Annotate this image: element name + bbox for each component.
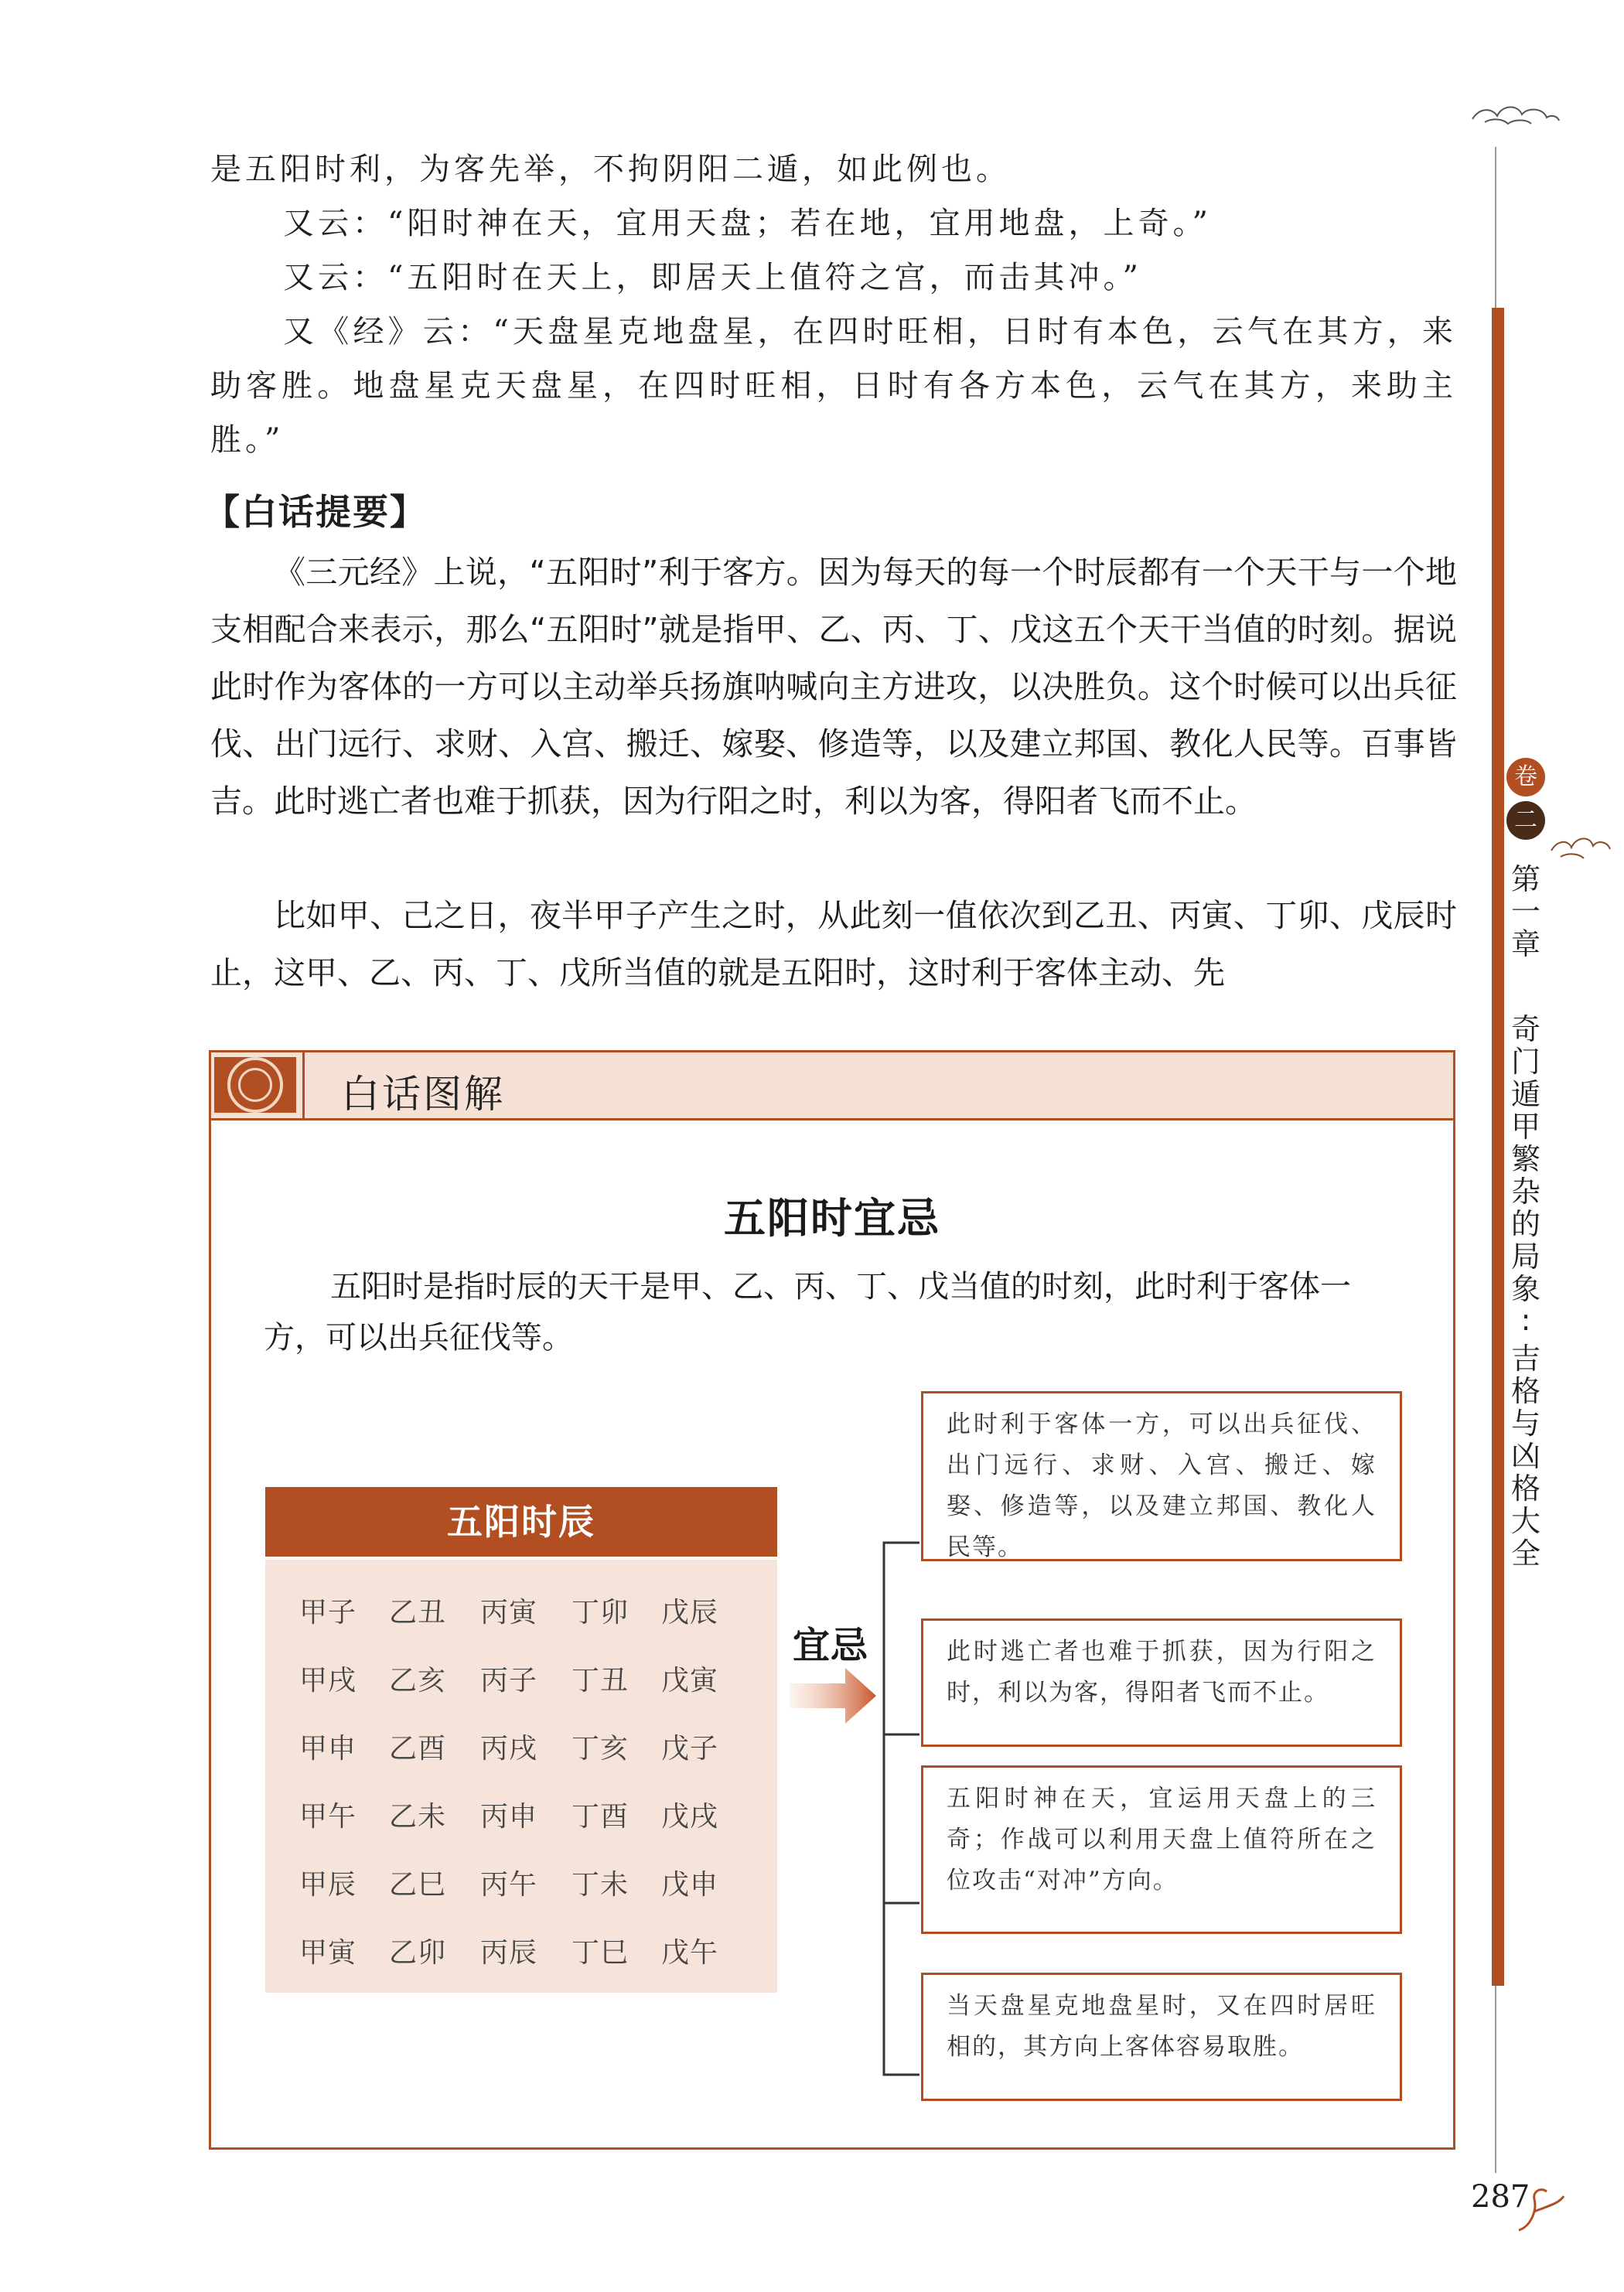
table-cell: 丙戌	[480, 1733, 538, 1765]
bracket-connector	[876, 1532, 923, 2174]
table-cell: 乙未	[389, 1801, 447, 1833]
table-cell: 乙酉	[389, 1733, 447, 1765]
table-cell: 甲戌	[299, 1665, 357, 1697]
yiji-label: 宜忌	[793, 1624, 869, 1667]
classical-line-2: 又云：“阳时神在天，宜用天盘；若在地，宜用地盘，上奇。”	[283, 206, 1212, 241]
dragon-medallion-icon	[214, 1057, 296, 1113]
figure-description: 五阳时是指时辰的天干是甲、乙、丙、丁、戊当值的时刻，此时利于客体一方，可以出兵征伐等。	[264, 1269, 1351, 1356]
figure-title: 五阳时宜忌	[724, 1194, 940, 1243]
table-cell: 甲申	[299, 1733, 357, 1765]
table-cell: 丙子	[480, 1665, 538, 1697]
illustration-box	[209, 1050, 1455, 2150]
volume-badge: 卷	[1506, 758, 1545, 796]
table-cell: 戊申	[661, 1869, 719, 1901]
table-cell: 甲辰	[299, 1869, 357, 1901]
table-cell: 乙亥	[389, 1665, 447, 1697]
hours-table	[265, 1560, 777, 1993]
cloud-ornament-icon	[1469, 99, 1562, 130]
table-cell: 戊辰	[661, 1597, 719, 1629]
table-cell: 丁丑	[571, 1665, 629, 1697]
table-cell: 丙寅	[480, 1597, 538, 1629]
table-cell: 丁未	[571, 1869, 629, 1901]
table-cell: 丙申	[480, 1801, 538, 1833]
table-cell: 戊子	[661, 1733, 719, 1765]
chapter-subtitle: 吉格与凶格大全	[1510, 1342, 1540, 1571]
note-3: 五阳时神在天，宜运用天盘上的三奇；作战可以利用天盘上值符所在之位攻击“对冲”方向。	[921, 1765, 1402, 1934]
table-cell: 丁亥	[571, 1733, 629, 1765]
table-cell: 丙辰	[480, 1937, 538, 1969]
table-cell: 戊午	[661, 1937, 719, 1969]
illustration-header	[211, 1052, 1453, 1120]
arrow-right-icon	[786, 1665, 879, 1727]
table-cell: 戊寅	[661, 1665, 719, 1697]
table-cell: 甲子	[299, 1597, 357, 1629]
table-cell: 乙巳	[389, 1869, 447, 1901]
table-cell: 丁卯	[571, 1597, 629, 1629]
chapter-title-colon: :	[1520, 1303, 1531, 1337]
classical-line-4: 又《经》云：“天盘星克地盘星，在四时旺相，日时有本色，云气在其方，来助客胜。地盘星克天盘星，在四时旺相，日时有各方本色，云气在其方，来助主胜。”	[210, 314, 1457, 458]
flourish-icon	[1514, 2181, 1568, 2235]
chapter-number: 第一章	[1510, 862, 1540, 961]
volume-number-badge: 二	[1506, 801, 1545, 840]
illustration-label: 白话图解	[341, 1072, 505, 1117]
summary-paragraph-1: 《三元经》上说，“五阳时”利于客方。因为每天的每一个时辰都有一个天干与一个地支相配合来表示，那么“五阳时”就是指甲、乙、丙、丁、戊这五个天干当值的时刻。据说此时作为客体的一方可以主动举兵扬旗呐喊向主方进攻，以决胜负。这个时候可以出兵征伐、出门远行、求财、入宫、搬迁、嫁娶、修造等，以及建立邦国、教化人民等。百事皆吉。此时逃亡者也难于抓获，因为行阳之时，利以为客，得阳者飞而不止。	[210, 554, 1457, 820]
table-cell: 乙丑	[389, 1597, 447, 1629]
table-cell: 戊戌	[661, 1801, 719, 1833]
table-cell: 乙卯	[389, 1937, 447, 1969]
cloud-ornament-icon	[1548, 823, 1613, 861]
note-1: 此时利于客体一方，可以出兵征伐、出门远行、求财、入宫、搬迁、嫁娶、修造等，以及建立邦国、教化人民等。	[921, 1391, 1402, 1561]
chapter-title: 奇门遁甲繁杂的局象	[1510, 1012, 1540, 1306]
summary-heading: 【白话提要】	[204, 491, 427, 533]
table-cell: 丁巳	[571, 1937, 629, 1969]
table-cell: 甲寅	[299, 1937, 357, 1969]
table-header: 五阳时辰	[265, 1487, 777, 1557]
summary-paragraph-2: 比如甲、己之日，夜半甲子产生之时，从此刻一值依次到乙丑、丙寅、丁卯、戊辰时止，这甲、乙、丙、丁、戊所当值的就是五阳时，这时利于客体主动、先	[210, 897, 1457, 991]
table-cell: 丙午	[480, 1869, 538, 1901]
table-cell: 丁酉	[571, 1801, 629, 1833]
classical-line-3: 又云：“五阳时在天上，即居天上值符之宫，而击其冲。”	[283, 260, 1142, 295]
note-4: 当天盘星克地盘星时，又在四时居旺相的，其方向上客体容易取胜。	[921, 1973, 1402, 2101]
note-2: 此时逃亡者也难于抓获，因为行阳之时，利以为客，得阳者飞而不止。	[921, 1618, 1402, 1747]
table-cell: 甲午	[299, 1801, 357, 1833]
page-number: 287	[1471, 2179, 1530, 2215]
classical-line-1: 是五阳时利，为客先举，不拘阴阳二遁，如此例也。	[210, 152, 1011, 187]
